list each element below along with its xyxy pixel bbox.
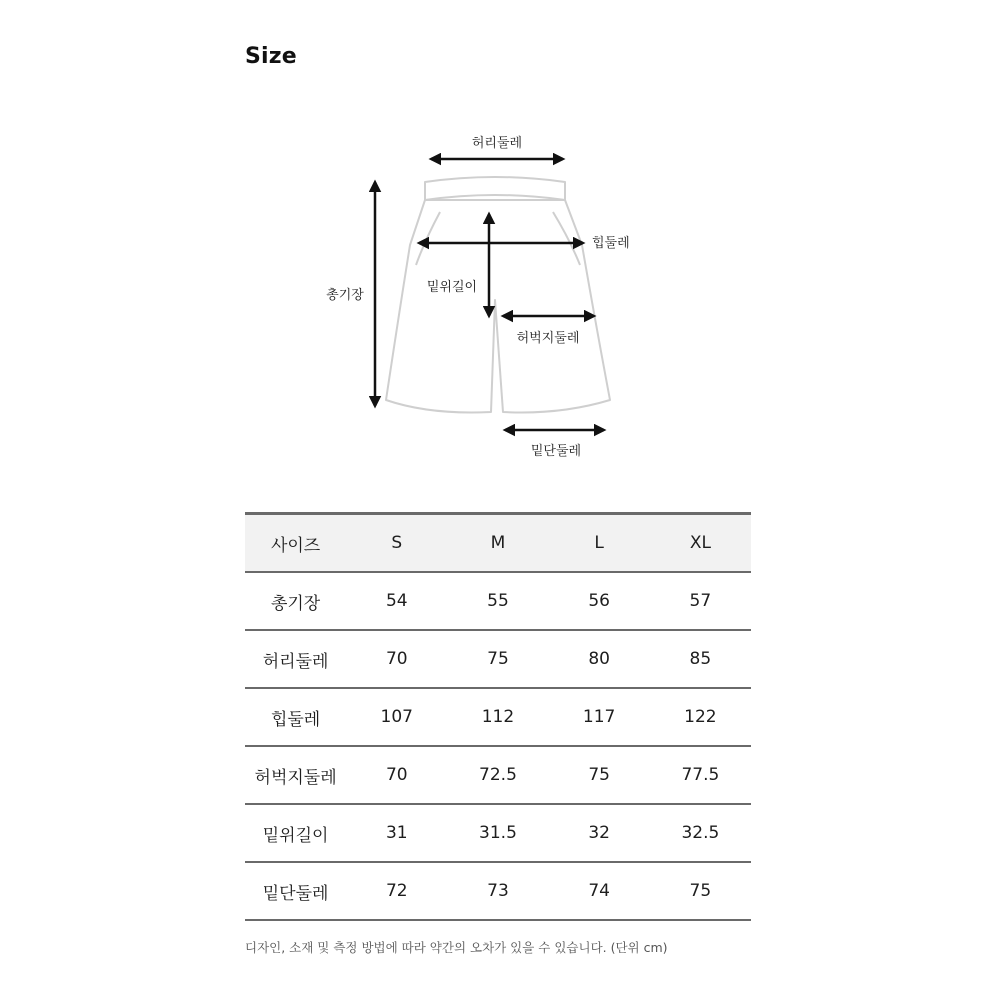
row-label: 허벅지둘레	[245, 746, 346, 804]
table-cell: 72.5	[447, 746, 548, 804]
table-row	[245, 862, 751, 920]
measurement-note: 디자인, 소재 및 측정 방법에 따라 약간의 오차가 있을 수 있습니다. (단위 cm)	[245, 940, 668, 955]
rise-label: 밑위길이	[426, 280, 478, 295]
hip-label: 힙둘레	[592, 236, 630, 251]
table-cell: 75	[650, 862, 751, 920]
table-cell: 70	[346, 630, 447, 688]
shorts-illustration	[386, 177, 610, 413]
table-cell: 117	[549, 688, 650, 746]
table-cell: 32.5	[650, 804, 751, 862]
row-label: 밑위길이	[245, 804, 346, 862]
table-cell: 70	[346, 746, 447, 804]
total-length-label: 총기장	[326, 288, 364, 303]
table-cell: 112	[447, 688, 548, 746]
waist-label: 허리둘레	[471, 136, 523, 151]
table-row	[245, 688, 751, 746]
header-cell: M	[447, 514, 548, 573]
row-label: 밑단둘레	[245, 862, 346, 920]
table-row	[245, 804, 751, 862]
table-cell: 122	[650, 688, 751, 746]
table-cell: 77.5	[650, 746, 751, 804]
header-cell: XL	[650, 514, 751, 573]
table-cell: 31.5	[447, 804, 548, 862]
table-cell: 75	[549, 746, 650, 804]
size-table	[245, 512, 751, 921]
table-cell: 56	[549, 572, 650, 630]
table-cell: 107	[346, 688, 447, 746]
table-cell: 31	[346, 804, 447, 862]
size-table-header	[245, 514, 751, 573]
table-row	[245, 630, 751, 688]
row-label: 허리둘레	[245, 630, 346, 688]
header-cell: 사이즈	[245, 514, 346, 573]
table-row	[245, 746, 751, 804]
table-cell: 32	[549, 804, 650, 862]
page-title: Size	[245, 44, 297, 69]
table-cell: 54	[346, 572, 447, 630]
thigh-label: 허벅지둘레	[516, 331, 580, 346]
table-cell: 85	[650, 630, 751, 688]
table-row	[245, 572, 751, 630]
table-cell: 55	[447, 572, 548, 630]
header-cell: S	[346, 514, 447, 573]
table-cell: 57	[650, 572, 751, 630]
header-cell: L	[549, 514, 650, 573]
table-cell: 72	[346, 862, 447, 920]
hem-label: 밑단둘레	[530, 444, 582, 459]
table-cell: 74	[549, 862, 650, 920]
table-cell: 80	[549, 630, 650, 688]
table-cell: 73	[447, 862, 548, 920]
row-label: 힙둘레	[245, 688, 346, 746]
row-label: 총기장	[245, 572, 346, 630]
table-cell: 75	[447, 630, 548, 688]
